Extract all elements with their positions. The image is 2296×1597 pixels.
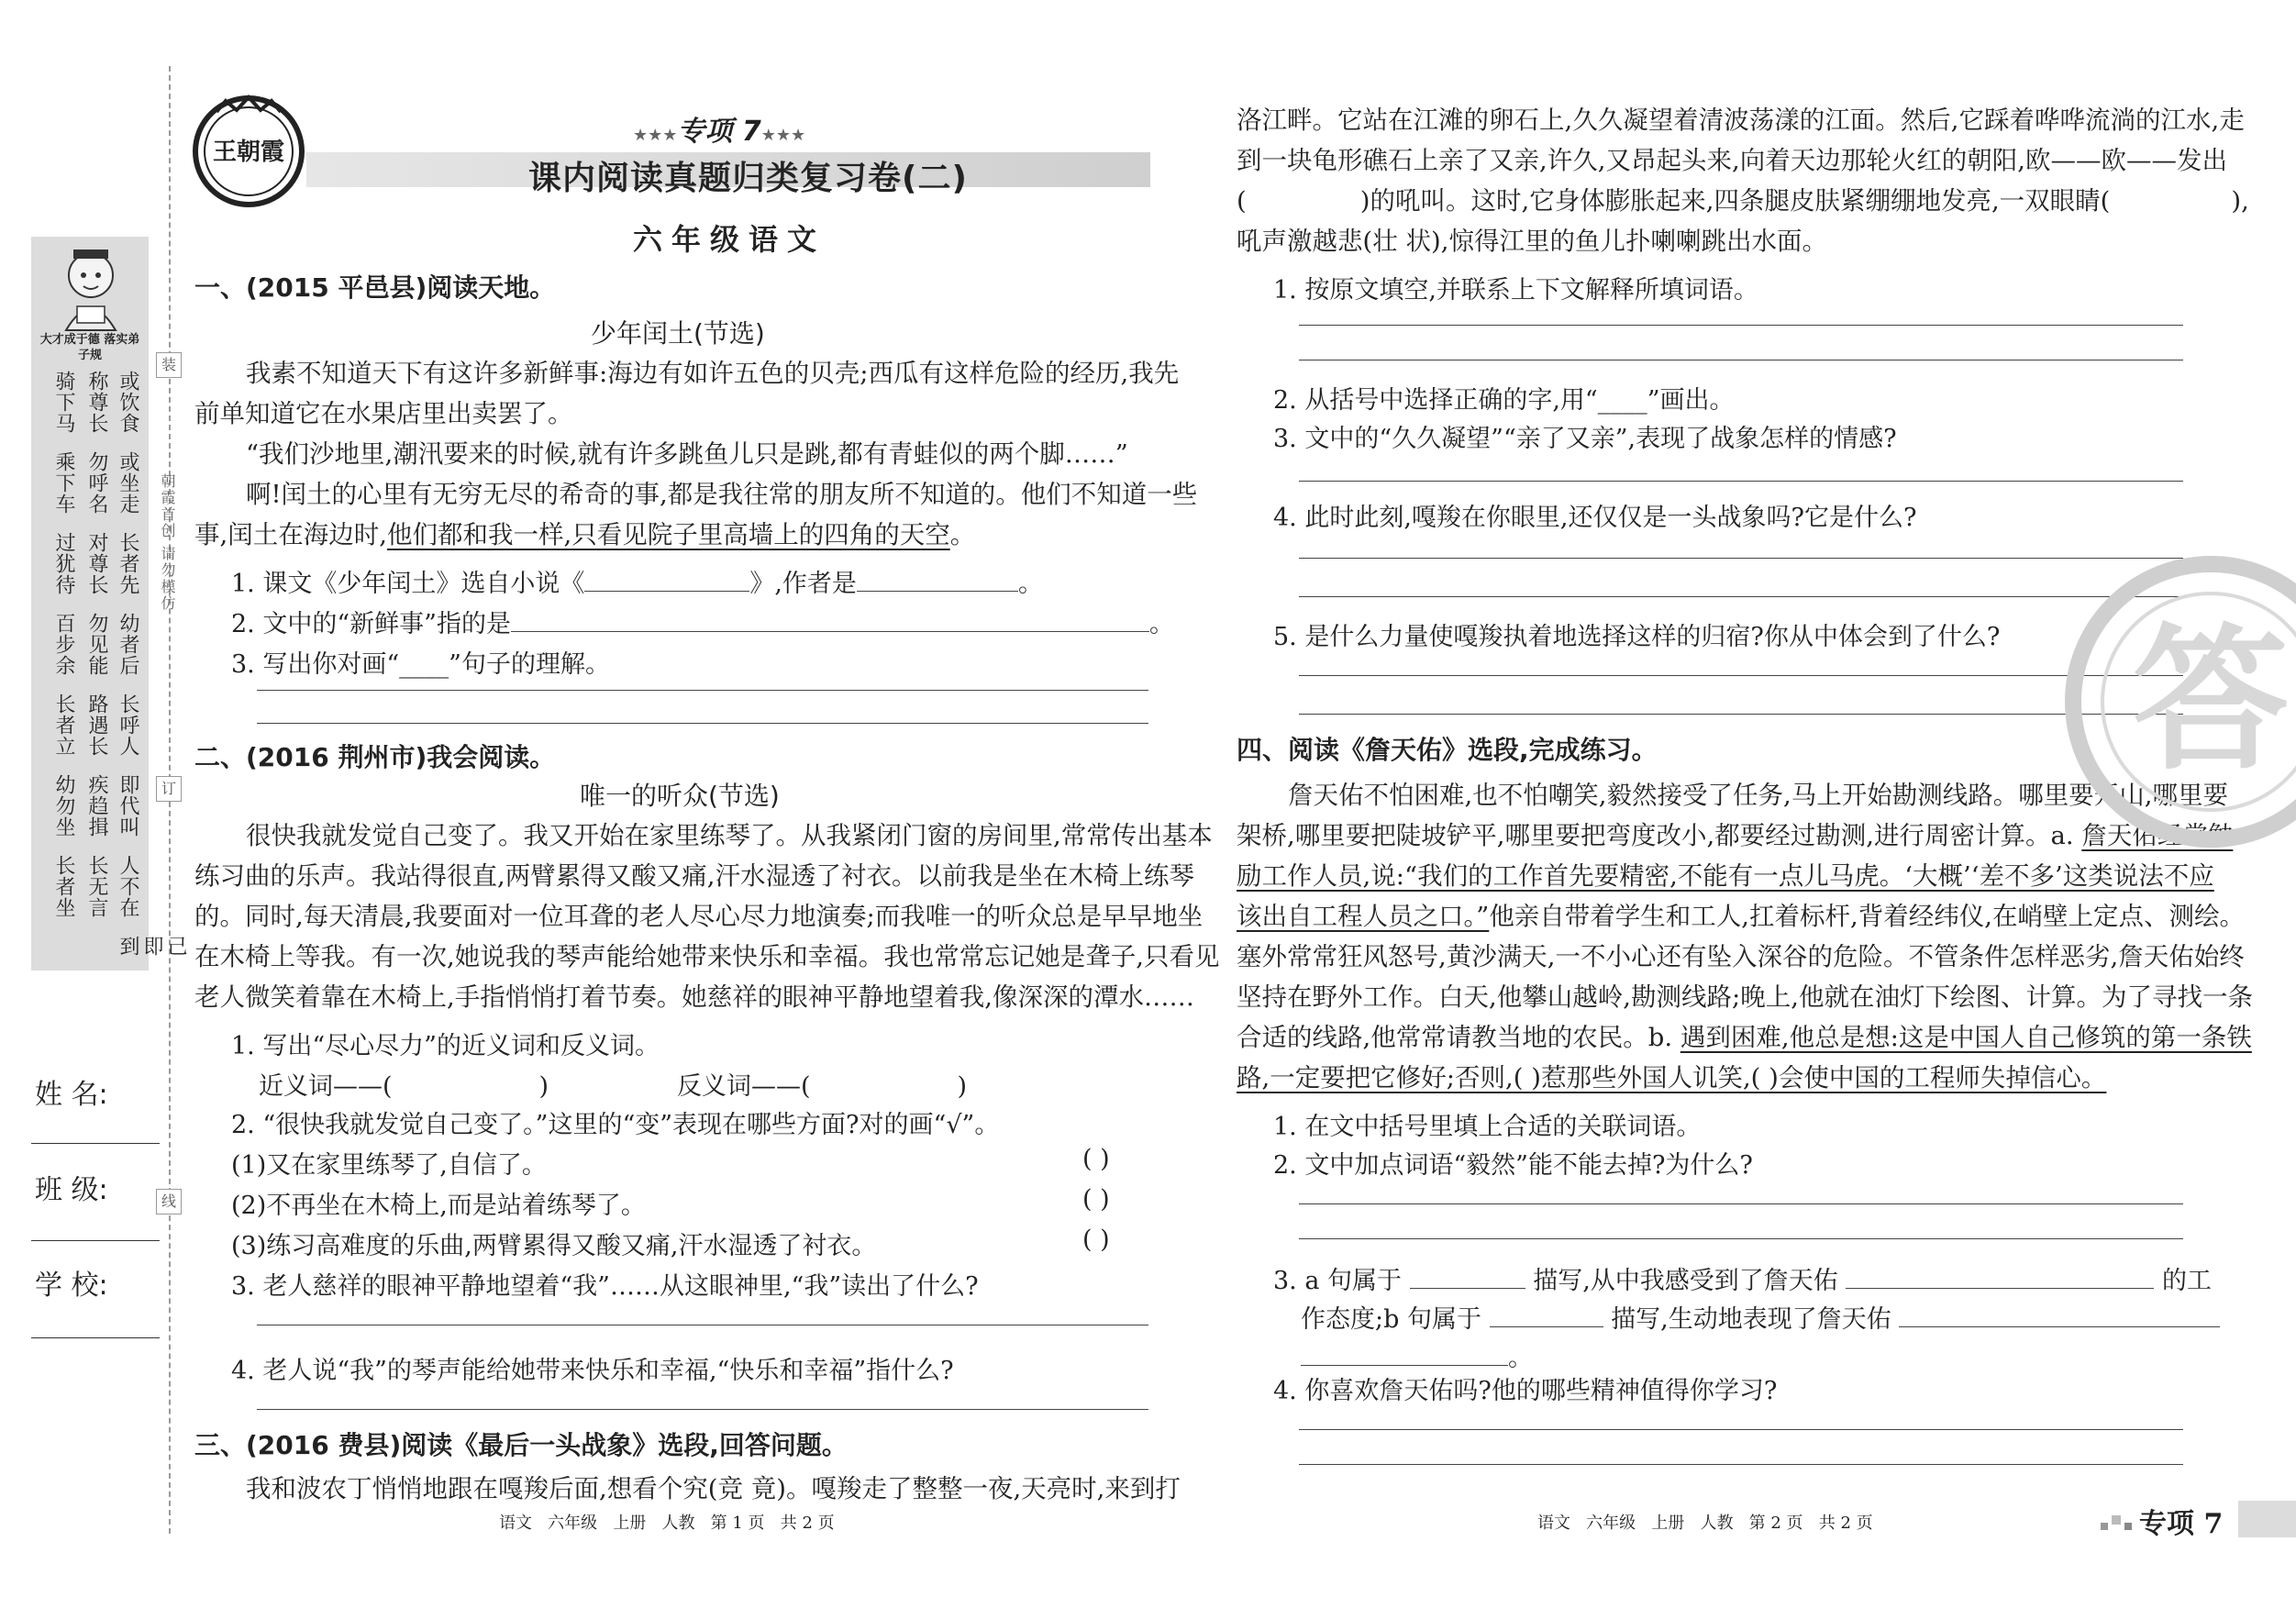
- motto-col: 长无言: [85, 855, 108, 918]
- s3-question-5: 5. 是什么力量使嘎羧执着地选择这样的归宿?你从中体会到了什么?: [1273, 623, 2001, 651]
- portrayal-blank-2[interactable]: [1301, 1365, 1508, 1366]
- series-tab: [2101, 1501, 2296, 1540]
- motto-col: 路遇长: [85, 693, 108, 757]
- motto-col: 或坐走: [116, 451, 139, 515]
- svg-text:王朝霞: 王朝霞: [212, 139, 285, 166]
- s1-line: 啊!闰土的心里有无穷无尽的希奇的事,都是我往常的朋友所不知道的。他们不知道一些: [246, 480, 1198, 509]
- motto-col: 长者坐: [52, 855, 75, 918]
- motto-col: 或饮食: [116, 371, 139, 434]
- s4-question-2: 2. 文中加点词语“毅然”能不能去掉?为什么?: [1273, 1151, 1753, 1180]
- s4-line: 詹天佑不怕困难,也不怕嘲笑,毅然接受了任务,马上开始勘测线路。哪里要开山,哪里要: [1288, 781, 2228, 810]
- s2-question-2: 2. “很快我就发觉自己变了。”这里的“变”表现在哪些方面?对的画“√”。: [231, 1111, 1000, 1139]
- s3-line: 到一块龟形礁石上亲了又亲,许久,又昂起头来,向着天边那轮火红的朝阳,欧——欧——发出: [1237, 146, 2227, 175]
- s2-question-3: 3. 老人慈祥的眼神平静地望着“我”……从这眼神里,“我”读出了什么?: [231, 1272, 979, 1301]
- answer-line[interactable]: [1299, 714, 2183, 715]
- section-2-title: 唯一的听众(节选): [580, 781, 780, 811]
- s4-line: 该出自工程人员之口。”他亲自带着学生和工人,扛着标杆,背着经纬仪,在峭壁上定点、测绘。: [1237, 902, 2246, 931]
- grade-subject: 六年级语文: [633, 222, 826, 257]
- synonym-field[interactable]: 近义词——( ): [259, 1072, 549, 1101]
- motto-col: 骑下马: [52, 371, 75, 434]
- answer-line[interactable]: [1299, 1429, 2183, 1430]
- answer-line[interactable]: [1299, 596, 2183, 597]
- answer-line[interactable]: [1299, 325, 2183, 326]
- motto-col: 乘下车: [52, 451, 75, 515]
- s2-line: 老人微笑着靠在木椅上,手指悄悄打着节奏。她慈祥的眼神平静地望着我,像深深的潭水……: [194, 982, 1194, 1012]
- answer-line[interactable]: [1299, 1238, 2183, 1239]
- b-type-blank[interactable]: [1490, 1326, 1603, 1327]
- s4-question-3-cont: 作态度;b 句属于 描写,生动地表现了詹天佑: [1301, 1299, 2220, 1335]
- s4-question-3-end: 。: [1301, 1337, 1533, 1373]
- motto-col: 幼勿坐: [52, 774, 75, 837]
- motto-col: 百步余: [52, 613, 75, 676]
- s2-line: 的。同时,每天清晨,我要面对一位耳聋的老人尽心尽力地演奏;而我唯一的听众总是早早地坐: [194, 902, 1203, 931]
- section-1-title: 少年闰土(节选): [591, 318, 765, 349]
- motto-col: 人不在: [116, 855, 139, 918]
- s1-question-2: 2. 文中的“新鲜事”指的是 。: [231, 610, 1174, 638]
- s1-line: 前单知道它在水果店里出卖罢了。: [194, 399, 573, 428]
- a-type-blank[interactable]: [1410, 1288, 1525, 1289]
- name-field[interactable]: [31, 1143, 160, 1144]
- motto-col: 长呼人: [116, 693, 139, 757]
- motto-col: 长者先: [116, 532, 139, 595]
- copyright-note: 朝霞首创 请勿模仿: [159, 473, 176, 613]
- sidebar-motto: 大才成于德 落实弟子规: [39, 333, 140, 362]
- brand-logo-icon: [189, 92, 308, 211]
- cut-mark-3: 线: [156, 1189, 182, 1214]
- s3-line: 我和波农丁悄悄地跟在嘎羧后面,想看个究(竞 竟)。嘎羧走了整整一夜,天亮时,来到打: [246, 1474, 1181, 1503]
- answer-line[interactable]: [257, 723, 1148, 724]
- motto-col: 对尊长: [85, 532, 108, 595]
- check-box-2[interactable]: ( ): [1082, 1185, 1110, 1214]
- s4-question-1: 1. 在文中括号里填上合适的关联词语。: [1273, 1113, 1702, 1141]
- portrayal-blank[interactable]: [1899, 1326, 2220, 1327]
- s4-line: 合适的线路,他常常请教当地的农民。b. 遇到困难,他总是想:这是中国人自己修筑的第一条铁: [1237, 1023, 2252, 1052]
- attitude-blank[interactable]: [1846, 1288, 2154, 1289]
- s2-line: 练习曲的乐声。我站得很直,两臂累得又酸又痛,汗水湿透了衬衣。以前我是坐在木椅上练琴: [194, 861, 1194, 891]
- exam-title: 课内阅读真题归类复习卷(二): [528, 160, 968, 197]
- answer-line[interactable]: [257, 1409, 1148, 1410]
- motto-col: 己即到: [116, 936, 187, 957]
- s4-line: 架桥,哪里要把陡坡铲平,哪里要把弯度改小,都要经过勘测,进行周密计算。a. 詹天佑经常勉: [1237, 821, 2234, 850]
- s4-question-3: 3. a 句属于 描写,从中我感受到了詹天佑 的工: [1273, 1267, 2212, 1295]
- section-2-heading: 二、(2016 荆州市)我会阅读。: [194, 742, 556, 772]
- s1-line: 事,闰土在海边时,他们都和我一样,只看见院子里高墙上的四角的天空。: [194, 520, 976, 549]
- s2-option-1: (1)又在家里练琴了,自信了。: [231, 1151, 547, 1180]
- answer-line[interactable]: [1299, 481, 2183, 482]
- series-tab-label: 专项 7: [2139, 1508, 2224, 1540]
- motto-col: 疾趋揖: [85, 774, 108, 837]
- school-label: 学 校:: [35, 1270, 108, 1302]
- s2-question-4: 4. 老人说“我”的琴声能给她带来快乐和幸福,“快乐和幸福”指什么?: [231, 1357, 954, 1385]
- answer-line[interactable]: [257, 690, 1148, 691]
- section-1-heading: 一、(2015 平邑县)阅读天地。: [194, 272, 556, 303]
- motto-col: 过犹待: [52, 532, 75, 595]
- s4-line: 塞外常常狂风怒号,黄沙满天,一不小心还有坠入深谷的危险。不管条件怎样恶劣,詹天佑始终: [1237, 942, 2245, 971]
- svg-text:答: 答: [2132, 610, 2290, 792]
- answer-stamp-watermark-icon: [2055, 550, 2296, 853]
- s1-question-3: 3. 写出你对画“____”句子的理解。: [231, 650, 610, 679]
- s4-line: 励工作人员,说:“我们的工作首先要精密,不能有一点儿马虎。‘大概’‘差不多’这类说法不应: [1237, 861, 2214, 891]
- scholar-figure-icon: [53, 242, 128, 332]
- s3-line: ( )的吼叫。这时,它身体膨胀起来,四条腿皮肤紧绷绷地发亮,一双眼睛( ),: [1237, 186, 2249, 216]
- motto-col: 即代叫: [116, 774, 139, 837]
- motto-col: 勿见能: [85, 613, 108, 676]
- s2-line: 很快我就发觉自己变了。我又开始在家里练琴了。从我紧闭门窗的房间里,常常传出基本: [246, 821, 1213, 850]
- s4-line: 坚持在野外工作。白天,他攀山越岭,勘测线路;晚上,他就在油灯下绘图、计算。为了寻找一条: [1237, 982, 2253, 1012]
- class-field[interactable]: [31, 1240, 160, 1241]
- fresh-things-blank[interactable]: [511, 631, 1149, 632]
- s3-question-1: 1. 按原文填空,并联系上下文解释所填词语。: [1273, 276, 1758, 305]
- answer-line[interactable]: [1299, 1203, 2183, 1204]
- answer-line[interactable]: [1299, 1464, 2183, 1465]
- motto-col: 幼者后: [116, 613, 139, 676]
- class-label: 班 级:: [35, 1174, 108, 1206]
- check-box-3[interactable]: ( ): [1082, 1225, 1110, 1254]
- s1-question-1: 1. 课文《少年闰土》选自小说《 》,作者是 。: [231, 570, 1043, 598]
- underlined-sentence: 他们都和我一样,只看见院子里高墙上的四角的天空: [386, 520, 950, 549]
- name-label: 姓 名:: [35, 1079, 108, 1111]
- school-field[interactable]: [31, 1337, 160, 1338]
- motto-col: 长者立: [52, 693, 75, 757]
- s3-line: 洛江畔。它站在江滩的卵石上,久久凝望着清波荡漾的江面。然后,它踩着哗哗流淌的江水,走: [1237, 105, 2245, 135]
- s2-option-2: (2)不再坐在木椅上,而是站着练琴了。: [231, 1192, 646, 1220]
- book-title-blank[interactable]: [584, 591, 749, 592]
- author-blank[interactable]: [857, 591, 1018, 592]
- s2-option-3: (3)练习高难度的乐曲,两臂累得又酸又痛,汗水湿透了衬衣。: [231, 1232, 877, 1260]
- check-box-1[interactable]: ( ): [1082, 1145, 1110, 1173]
- antonym-field[interactable]: 反义词——( ): [677, 1072, 968, 1101]
- motto-col: 称尊长: [85, 371, 108, 434]
- cut-mark-1: 装: [156, 352, 182, 378]
- page-1-footer: 语文 六年级 上册 人教 第 1 页 共 2 页: [499, 1514, 835, 1533]
- answer-line[interactable]: [1299, 675, 2183, 676]
- section-3-heading: 三、(2016 费县)阅读《最后一头战象》选段,回答问题。: [194, 1430, 848, 1460]
- page-2-footer: 语文 六年级 上册 人教 第 2 页 共 2 页: [1537, 1514, 1873, 1533]
- series-badge: ★★★专项 7★★★: [633, 116, 806, 148]
- s3-question-3: 3. 文中的“久久凝望”“亲了又亲”,表现了战象怎样的情感?: [1273, 425, 1897, 453]
- s3-question-4: 4. 此时此刻,嘎羧在你眼里,还仅仅是一头战象吗?它是什么?: [1273, 504, 1917, 532]
- s1-line: 我素不知道天下有这许多新鲜事:海边有如许五色的贝壳;西瓜有这样危险的经历,我先: [246, 359, 1180, 388]
- motto-col: 勿呼名: [85, 451, 108, 515]
- s3-line: 吼声激越悲(壮 状),惊得江里的鱼儿扑喇喇跳出水面。: [1237, 227, 1827, 256]
- s1-line: “我们沙地里,潮汛要来的时候,就有许多跳鱼儿只是跳,都有青蛙似的两个脚……”: [246, 439, 1128, 469]
- s4-line: 路,一定要把它修好;否则,( )惹那些外国人讥笑,( )会使中国的工程师失掉信心。: [1237, 1063, 2107, 1092]
- section-4-heading: 四、阅读《詹天佑》选段,完成练习。: [1237, 735, 1658, 765]
- s4-question-4: 4. 你喜欢詹天佑吗?他的哪些精神值得你学习?: [1273, 1377, 1778, 1405]
- s3-question-2: 2. 从括号中选择正确的字,用“____”画出。: [1273, 386, 1735, 415]
- answer-line[interactable]: [1299, 558, 2183, 559]
- cut-mark-2: 订: [156, 776, 182, 802]
- s2-line: 在木椅上等我。有一次,她说我的琴声能给她带来快乐和幸福。我也常常忘记她是聋子,只看见: [194, 942, 1220, 971]
- s2-question-1: 1. 写出“尽心尽力”的近义词和反义词。: [231, 1032, 660, 1060]
